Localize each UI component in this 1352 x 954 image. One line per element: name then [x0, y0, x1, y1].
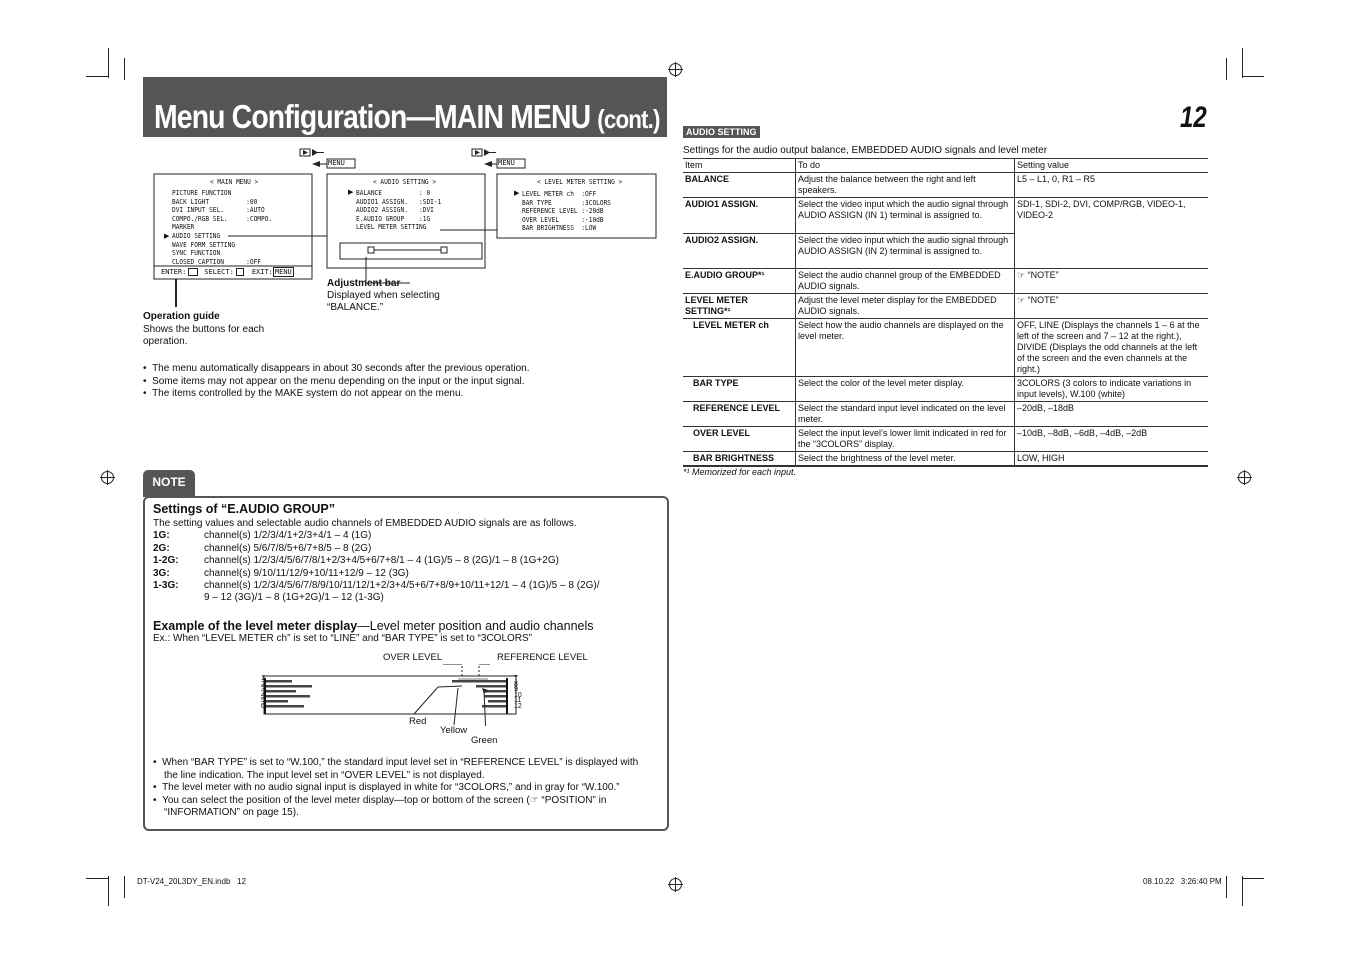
table-cell: Select how the audio channels are displayed on the level meter. — [796, 319, 1015, 377]
right-channel-labels: 7 8 9 10 11 12 — [514, 675, 522, 710]
green-label: Green — [471, 735, 498, 746]
crop-mark — [124, 58, 125, 80]
table-cell: LOW, HIGH — [1015, 452, 1209, 467]
crop-mark — [108, 876, 109, 906]
group-value: 9 – 12 (3G)/1 – 8 (1G+2G)/1 – 12 (1-3G) — [204, 592, 384, 603]
audio-menu-item: LEVEL METER SETTING — [356, 223, 427, 232]
table-row — [683, 319, 1208, 377]
table-cell: –20dB, –18dB — [1015, 402, 1209, 427]
group-value: channel(s) 1/2/3/4/5/6/7/8/9/10/11/12/1+2/3+4/5+6/7+8/9+10/11+12/1 – 4 (1G)/5 – 8 (2G)/ — [204, 580, 600, 591]
main-menu-item: PICTURE FUNCTION — [172, 189, 232, 197]
main-menu-item: COMPO./RGB SEL. :COMPO. — [172, 214, 273, 223]
main-menu-item: WAVE FORM SETTING — [172, 240, 236, 249]
page-title: Menu Configuration—MAIN MENU (cont.) — [154, 98, 660, 135]
main-menu-title: < MAIN MENU > — [210, 178, 259, 186]
registration-mark-icon — [1238, 471, 1251, 484]
adjustment-bar-desc: Displayed when selecting — [327, 290, 440, 301]
audio-menu-title: < AUDIO SETTING > — [373, 178, 437, 186]
crop-mark — [1242, 876, 1243, 906]
footnote: *¹ Memorized for each input. — [683, 467, 797, 477]
note-tab: NOTE — [143, 470, 195, 497]
table-row — [683, 173, 1208, 198]
table-cell: SDI-1, SDI-2, DVI, COMP/RGB, VIDEO-1, VIDEO-2 — [1015, 198, 1209, 234]
over-level-label: OVER LEVEL — [383, 652, 443, 663]
table-cell: LEVEL METER SETTING*¹ — [683, 294, 796, 319]
table-cell: Select the brightness of the level meter. — [796, 452, 1015, 467]
table-cell: 3COLORS (3 colors to indicate variations in input levels), W.100 (white) — [1015, 377, 1209, 402]
table-row — [683, 377, 1208, 402]
group-value: channel(s) 1/2/3/4/5/6/7/8/1+2/3+4/5+6/7+8/1 – 4 (1G)/5 – 8 (2G)/1 – 8 (1G+2G) — [204, 555, 559, 566]
operation-guide-label: Operation guide — [143, 311, 220, 322]
table-cell: Select the standard input level indicated on the level meter. — [796, 402, 1015, 427]
bullet-item: • The items controlled by the MAKE system do not appear on the menu. — [143, 388, 464, 399]
group-key: 1-2G: — [153, 555, 179, 566]
crop-mark — [108, 48, 109, 78]
adjustment-bar-desc: “BALANCE.” — [327, 302, 384, 313]
table-cell: BAR TYPE — [683, 377, 796, 402]
table-cell: BALANCE — [683, 173, 796, 198]
group-key: 1-3G: — [153, 580, 179, 591]
table-row — [683, 294, 1208, 319]
crop-mark — [1242, 48, 1243, 78]
footer-right: 08.10.22 3:26:40 PM — [1143, 877, 1222, 886]
footer-left: DT-V24_20L3DY_EN.indb 12 — [137, 877, 246, 886]
table-cell — [1015, 234, 1209, 269]
table-cell: Adjust the balance between the right and left speakers. — [796, 173, 1015, 198]
level-menu-item: OVER LEVEL :-10dB — [522, 215, 604, 224]
crop-mark — [86, 878, 108, 879]
table-cell: BAR BRIGHTNESS — [683, 452, 796, 467]
reference-level-label: REFERENCE LEVEL — [497, 652, 588, 663]
main-menu-item-selected: AUDIO SETTING — [172, 232, 221, 240]
example-line: Ex.: When “LEVEL METER ch” is set to “LINE” and “BAR TYPE” is set to “3COLORS” — [153, 633, 532, 644]
crop-mark — [1226, 58, 1227, 80]
table-header: To do — [796, 159, 1015, 173]
table-cell: Select the video input which the audio signal through AUDIO ASSIGN (IN 1) terminal is assigned to. — [796, 198, 1015, 234]
select-button-icon — [236, 268, 244, 276]
registration-mark-icon — [669, 878, 682, 891]
table-row — [683, 269, 1208, 294]
cursor-arrow-icon: ▶ — [164, 233, 170, 240]
table-header: Item — [683, 159, 796, 173]
table-cell: Select the audio channel group of the EMBEDDED AUDIO signals. — [796, 269, 1015, 294]
level-menu-item: LEVEL METER ch :OFF — [522, 190, 597, 198]
audio-menu-item: AUDIO2 ASSIGN. :DVI — [356, 206, 434, 215]
main-menu-item: MARKER — [172, 223, 195, 232]
crop-mark — [124, 876, 125, 898]
table-cell: Select the input level’s lower limit indicated in red for the “3COLORS” display. — [796, 427, 1015, 452]
group-value: channel(s) 9/10/11/12/9+10/11+12/9 – 12 (3G) — [204, 568, 409, 579]
audio-setting-intro: Settings for the audio output balance, EMBEDDED AUDIO signals and level meter — [683, 145, 1048, 156]
level-menu-item: REFERENCE LEVEL :-20dB — [522, 207, 604, 216]
adjustment-bar-label: Adjustment bar — [327, 278, 401, 289]
menu-tag: MENU — [498, 159, 515, 167]
operation-guide-desc: operation. — [143, 336, 188, 347]
cursor-arrow-icon: ▶ — [514, 190, 520, 197]
registration-mark-icon — [669, 63, 682, 76]
play-button-icon — [188, 268, 198, 276]
main-menu-item: DVI INPUT SEL. :AUTO — [172, 206, 265, 215]
table-header: Setting value — [1015, 159, 1209, 173]
table-row — [683, 198, 1208, 234]
example-heading: Example of the level meter display—Level meter position and audio channels — [153, 619, 594, 633]
table-row — [683, 234, 1208, 269]
red-label: Red — [409, 716, 427, 727]
table-row — [683, 402, 1208, 427]
audio-setting-badge: AUDIO SETTING — [683, 126, 760, 138]
table-cell: Select the video input which the audio signal through AUDIO ASSIGN (IN 2) terminal is assigned to. — [796, 234, 1015, 269]
table-cell: Select the color of the level meter display. — [796, 377, 1015, 402]
yellow-label: Yellow — [440, 725, 468, 736]
table-cell: –10dB, –8dB, –6dB, –4dB, –2dB — [1015, 427, 1209, 452]
audio-menu-item: E.AUDIO GROUP :1G — [356, 214, 431, 223]
table-cell: AUDIO2 ASSIGN. — [683, 234, 796, 269]
note-bullet: • You can select the position of the level meter display—top or bottom of the screen (☞ “POSITION” in — [153, 795, 607, 806]
group-key: 1G: — [153, 530, 170, 541]
operation-guide-bar: ENTER: SELECT: EXIT: MENU — [161, 268, 292, 276]
crop-mark — [1242, 76, 1264, 77]
crop-mark — [86, 76, 108, 77]
main-menu-item: CLOSED CAPTION :OFF — [172, 257, 262, 266]
audio-menu-item: BALANCE : 0 — [356, 189, 431, 197]
table-cell: REFERENCE LEVEL — [683, 402, 796, 427]
crop-mark — [1226, 876, 1227, 898]
registration-mark-icon — [101, 471, 114, 484]
note-bullet: • The level meter with no audio signal input is displayed in white for “3COLORS,” and in gray for “W.100.” — [153, 782, 620, 793]
table-header-row — [683, 159, 1208, 173]
level-menu-item: BAR TYPE :3COLORS — [522, 198, 612, 207]
menu-tag: MENU — [328, 159, 345, 167]
table-cell: ☞ “NOTE” — [1015, 294, 1209, 319]
note-bullet-cont: the line indication. The input level set in “OVER LEVEL” is not displayed. — [164, 770, 485, 781]
main-menu-item: SYNC FUNCTION — [172, 249, 221, 258]
note-bullet: • When “BAR TYPE” is set to “W.100,” the standard input level set in “REFERENCE LEVEL” is displayed with — [153, 757, 639, 768]
operation-guide-desc: Shows the buttons for each — [143, 324, 265, 335]
group-key: 2G: — [153, 543, 170, 554]
group-value: channel(s) 5/6/7/8/5+6/7+8/5 – 8 (2G) — [204, 543, 372, 554]
table-cell: E.AUDIO GROUP*¹ — [683, 269, 796, 294]
note-bullet-cont: “INFORMATION” on page 15). — [164, 807, 299, 818]
note-heading: Settings of “E.AUDIO GROUP” — [153, 502, 335, 516]
table-cell: OFF, LINE (Displays the channels 1 – 6 at the left of the screen and 7 – 12 at the right.), DIVIDE (Displays the odd channels at the left of the screen and the even channels at the right.) — [1015, 319, 1209, 377]
table-cell: Adjust the level meter display for the EMBEDDED AUDIO signals. — [796, 294, 1015, 319]
table-cell: LEVEL METER ch — [683, 319, 796, 377]
group-key: 3G: — [153, 568, 170, 579]
note-intro: The setting values and selectable audio channels of EMBEDDED AUDIO signals are as follows. — [153, 518, 577, 529]
bullet-item: • The menu automatically disappears in about 30 seconds after the previous operation. — [143, 363, 530, 374]
table-cell: L5 – L1, 0, R1 – R5 — [1015, 173, 1209, 198]
table-cell: OVER LEVEL — [683, 427, 796, 452]
bullet-item: • Some items may not appear on the menu depending on the input or the input signal. — [143, 376, 525, 387]
table-row — [683, 452, 1208, 467]
crop-mark — [1242, 878, 1264, 879]
level-menu-title: < LEVEL METER SETTING > — [537, 178, 623, 186]
page-number: 12 — [1180, 101, 1207, 134]
main-menu-item: BACK LIGHT :00 — [172, 197, 258, 206]
group-value: channel(s) 1/2/3/4/1+2/3+4/1 – 4 (1G) — [204, 530, 372, 541]
table-cell: AUDIO1 ASSIGN. — [683, 198, 796, 234]
audio-menu-item: AUDIO1 ASSIGN. :SDI-1 — [356, 197, 442, 206]
table-cell: ☞ “NOTE” — [1015, 269, 1209, 294]
level-meter-diagram — [258, 664, 528, 726]
cursor-arrow-icon: ▶ — [348, 189, 354, 196]
audio-setting-table — [683, 158, 1208, 467]
left-channel-labels: 1 2 3 4 5 6 — [261, 675, 265, 710]
table-row — [683, 427, 1208, 452]
level-menu-item: BAR BRIGHTNESS :LOW — [522, 224, 597, 233]
